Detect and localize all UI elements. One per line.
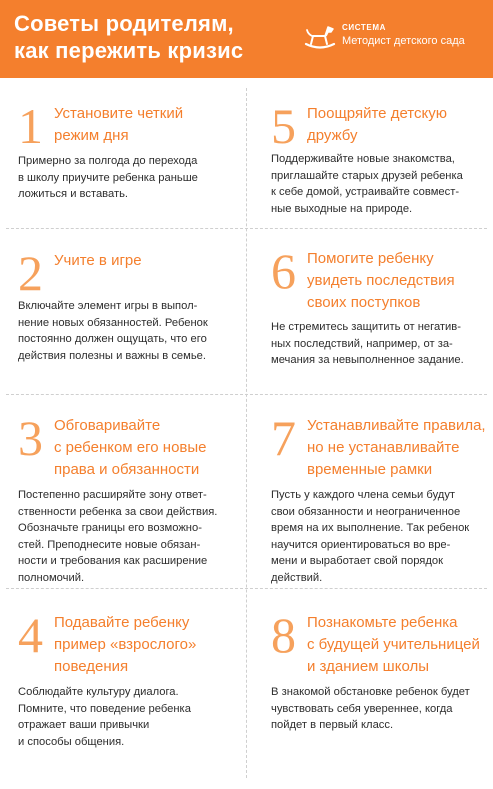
tip-title-line: Устанавливайте правила, [307, 417, 486, 434]
tip-text [271, 151, 463, 217]
tip-text-line: научится ориентироваться во вре- [271, 538, 451, 551]
tip-text-line: Включайте элемент игры в выпол- [18, 300, 198, 312]
tip-title-line: своих поступков [307, 294, 421, 311]
tip-text-line: действий. [271, 571, 323, 584]
tip-text-line: Пусть у каждого члена семьи будут [271, 489, 456, 501]
tip-title-line: Обговаривайте [54, 417, 161, 434]
tip-title-line: с ребенком его новые [54, 439, 207, 456]
tip-text-line: ложиться и вставать. [18, 188, 129, 201]
page-title [14, 10, 243, 64]
tip-text-line: отражает ваши привычки [18, 719, 150, 732]
tip-number: 8 [271, 607, 296, 663]
tip-text-line: полномочий. [18, 571, 85, 584]
tip-text-line: Соблюдайте культуру диалога. [18, 686, 179, 698]
tip-title-line: увидеть последствия [307, 272, 455, 289]
brand-name: Методист детского сада [342, 35, 465, 47]
row-divider [6, 228, 487, 229]
tip-text-line: свои обязанности и неограниченное [271, 505, 461, 518]
tip-title-line: с будущей учительницей [307, 636, 480, 653]
tip-text [18, 684, 191, 750]
tip-text-line: в школу приучите ребенка раньше [18, 171, 198, 184]
tip-number: 6 [271, 243, 296, 299]
tip-text [271, 319, 464, 369]
tip-text-line: стей. Преподнесите новые обязан- [18, 538, 201, 551]
tip-title-line: Подавайте ребенку [54, 614, 190, 631]
tip-title [307, 103, 447, 147]
tip-title [307, 612, 480, 678]
tip-title-line: Помогите ребенку [307, 250, 434, 267]
tip-title-line: поведения [54, 658, 129, 675]
tip-text-line: Не стремитесь защитить от негатив- [271, 321, 461, 333]
tip-title [54, 103, 183, 147]
tip-title-line: Установите четкий [54, 105, 184, 122]
tip-text-line: пойдет в первый класс. [271, 719, 394, 732]
title-line: Советы родителям, [14, 11, 234, 36]
tip-text-line: мечания за невыполненное задание. [271, 354, 464, 367]
tip-text-line: ственности ребенка за свои действия. [18, 505, 218, 518]
title-line: как пережить кризис [14, 38, 244, 63]
row-divider [6, 394, 487, 395]
tip-text-line: Примерно за полгода до перехода [18, 155, 198, 167]
tip-text-line: нение новых обязанностей. Ребенок [18, 316, 208, 329]
tip-text-line: Помните, что поведение ребенка [18, 702, 191, 715]
tip-title-line: и зданием школы [307, 658, 429, 675]
tip-text-line: время на их выполнение. Так ребенок [271, 522, 470, 535]
tips-grid [0, 78, 493, 789]
tip-text-line: к себе домой, устраивайте совмест- [271, 186, 460, 199]
tip-number: 1 [18, 98, 43, 154]
tip-title [307, 248, 455, 314]
tip-text-line: приглашайте старых друзей ребенка [271, 169, 463, 182]
tip-text-line: Постепенно расширяйте зону ответ- [18, 489, 207, 501]
tip-title-line: временные рамки [307, 461, 433, 478]
tip-text-line: ные выходные на природе. [271, 202, 413, 215]
tip-text [18, 153, 198, 203]
tip-title-line: права и обязанности [54, 461, 200, 478]
tip-text [271, 487, 469, 587]
tip-text-line: Обозначьте границы его возможно- [18, 522, 202, 535]
tip-title-line: Учите в игре [54, 252, 142, 269]
tip-title [54, 415, 207, 481]
tip-text-line: Поддерживайте новые знакомства, [271, 153, 455, 165]
tip-text-line: действия полезны и важны в семье. [18, 349, 206, 362]
column-divider [246, 88, 247, 778]
tip-text [18, 298, 208, 364]
tip-text-line: и способы общения. [18, 735, 125, 748]
tip-text-line: В знакомой обстановке ребенок будет [271, 686, 470, 698]
tip-number: 5 [271, 98, 296, 154]
header-banner [0, 0, 493, 78]
tip-text-line: ных последствий, например, от за- [271, 337, 453, 350]
tip-title-line: Поощряйте детскую [307, 105, 447, 122]
tip-text [271, 684, 470, 734]
rocking-horse-icon [304, 23, 336, 49]
tip-number: 2 [18, 245, 43, 301]
tip-title-line: но не устанавливайте [307, 439, 460, 456]
tip-title [307, 415, 486, 481]
tip-text [18, 487, 217, 587]
tip-text-line: ности и требования как расширение [18, 555, 208, 568]
tip-title-line: дружбу [307, 127, 358, 144]
brand-subtitle: СИСТЕМА [342, 23, 386, 32]
tip-title [54, 612, 196, 678]
tip-number: 3 [18, 410, 43, 466]
tip-number: 4 [18, 607, 43, 663]
tip-text-line: чувствовать себя увереннее, когда [271, 702, 453, 715]
tip-title-line: режим дня [54, 127, 129, 144]
tip-text-line: мени и выработает свой порядок [271, 555, 443, 568]
tip-title [54, 250, 142, 272]
row-divider [6, 588, 487, 589]
tip-number: 7 [271, 410, 296, 466]
tip-title-line: Познакомьте ребенка [307, 614, 458, 631]
tip-title-line: пример «взрослого» [54, 636, 197, 653]
tip-text-line: постоянно должен ощущать, что его [18, 333, 207, 346]
